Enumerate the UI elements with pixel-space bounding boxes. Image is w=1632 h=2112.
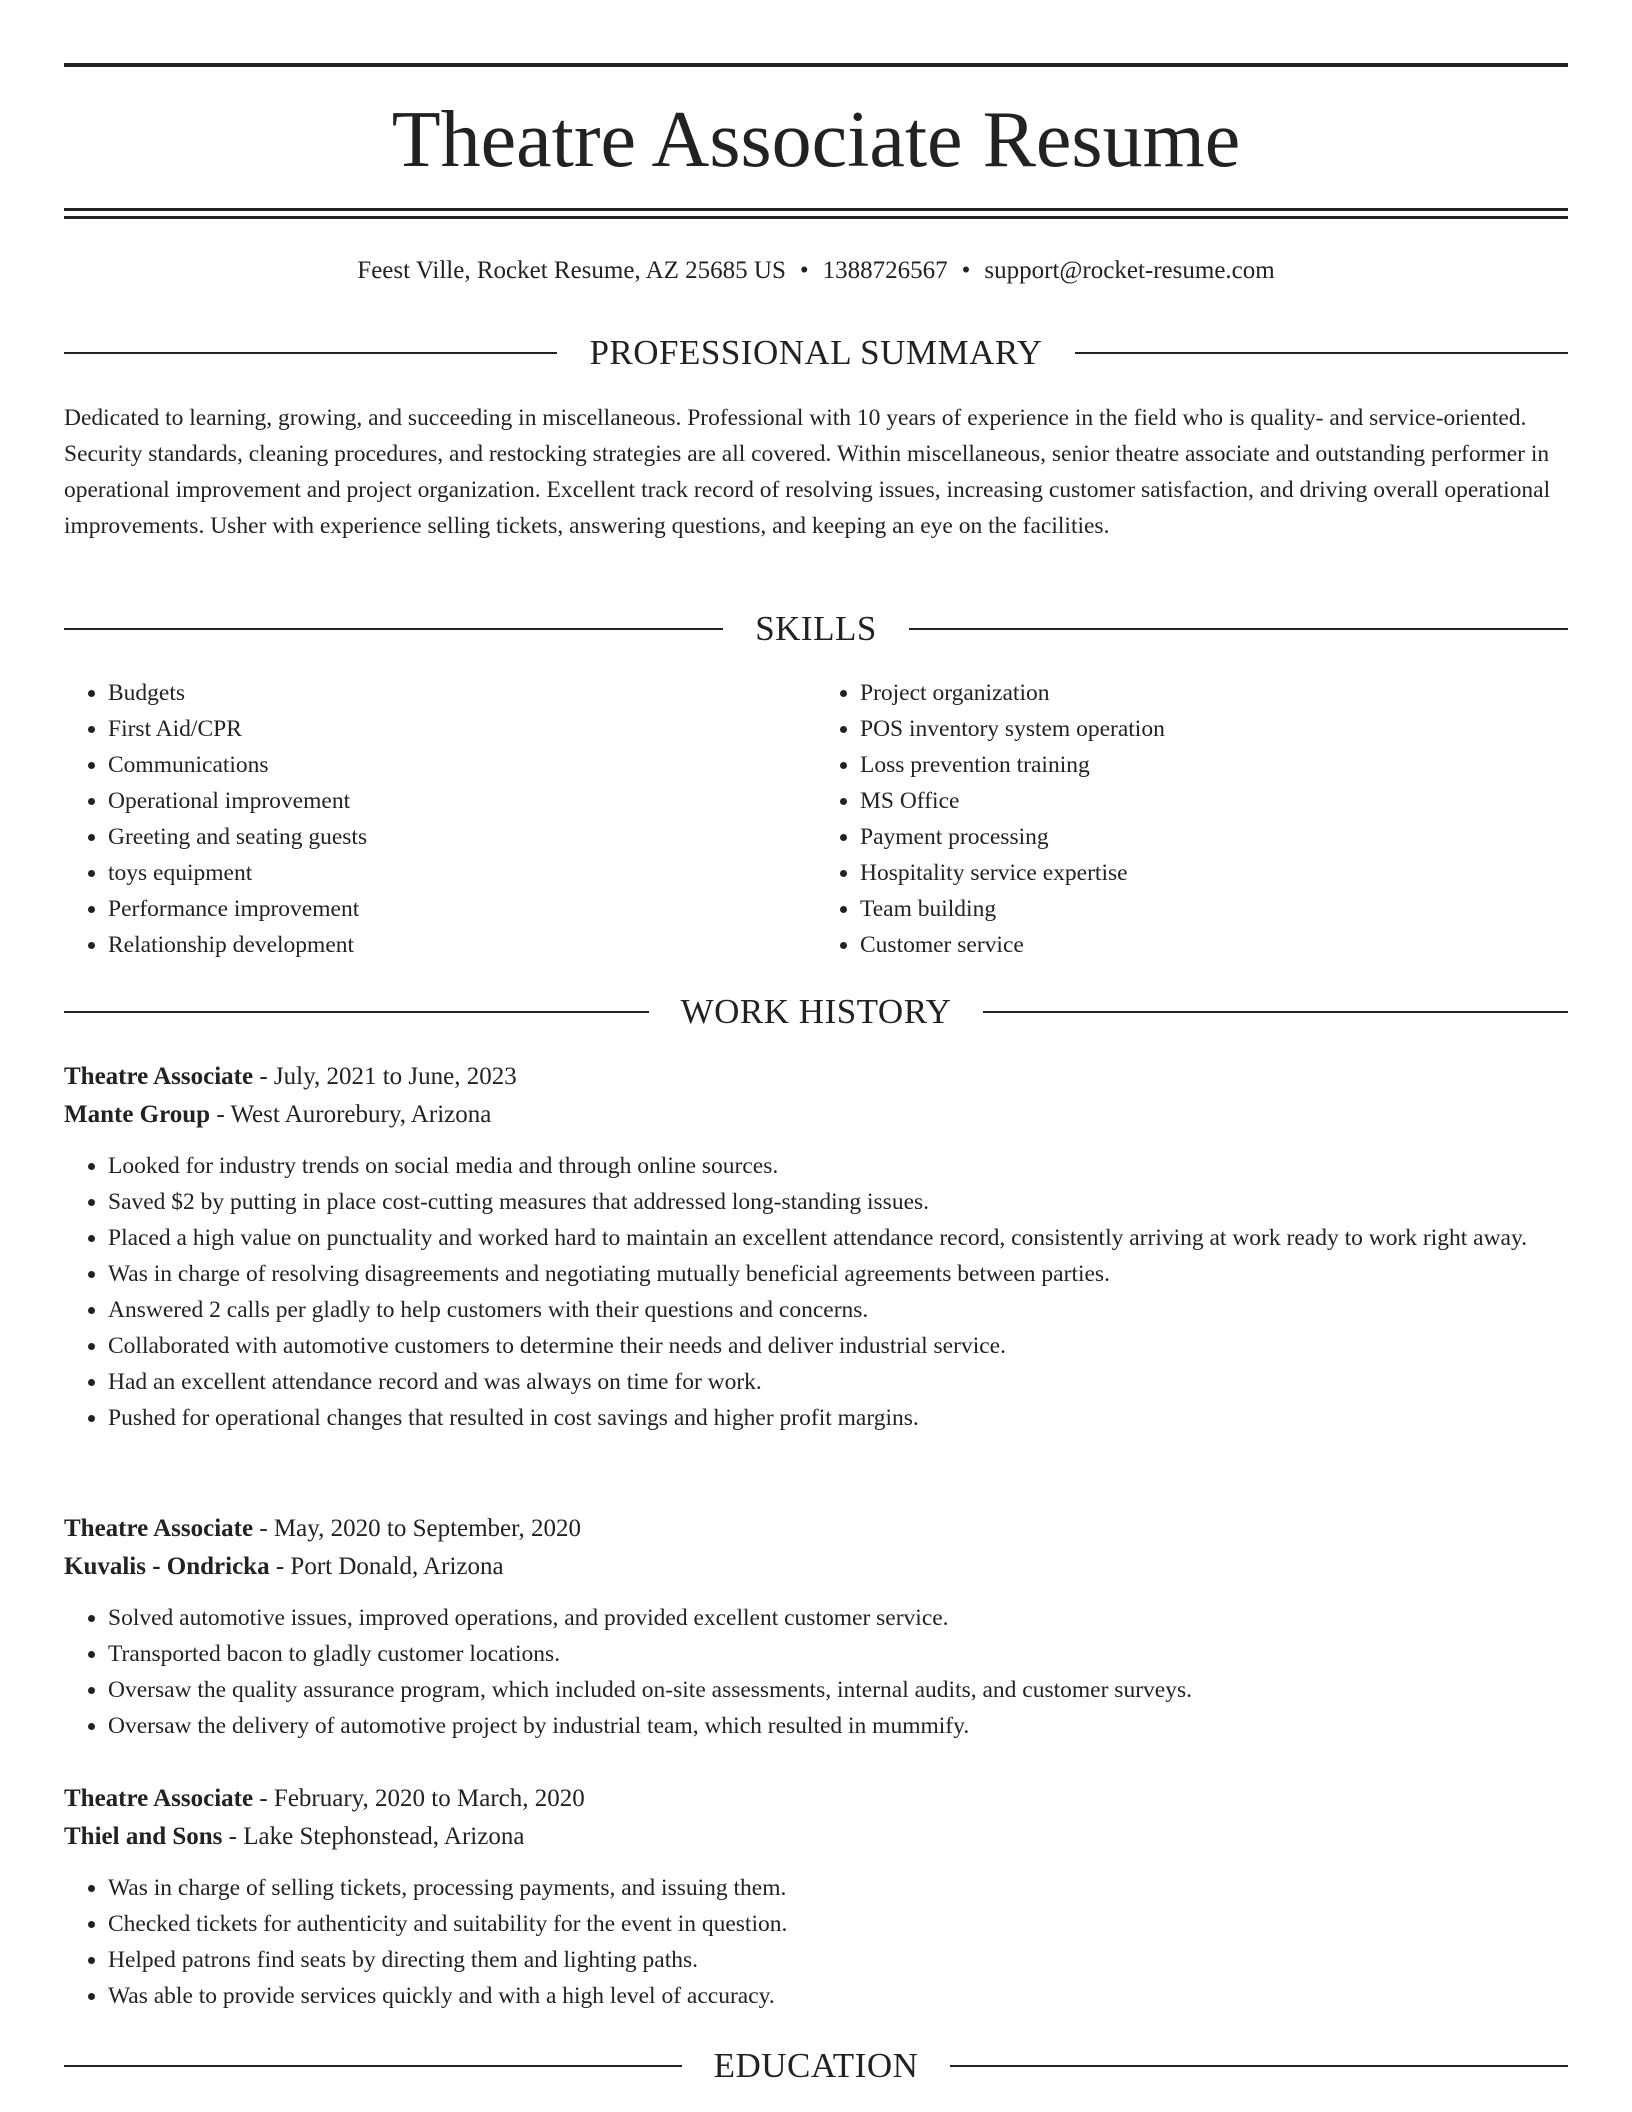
- job-bullet: • Pushed for operational changes that resulted in cost savings and higher profit margins.: [108, 1400, 1568, 1436]
- skill-item: • MS Office: [860, 783, 1568, 819]
- job-bullet: • Looked for industry trends on social media and through online sources.: [108, 1148, 1568, 1184]
- job-bullets: [64, 1148, 1568, 1436]
- heading-rule: [64, 1011, 649, 1013]
- job-company-line: [64, 1818, 1568, 1856]
- job-bullet: • Transported bacon to gladly customer locations.: [108, 1636, 1568, 1672]
- job-bullets: [64, 1870, 1568, 2014]
- skill-item: • Operational improvement: [108, 783, 816, 819]
- job-title: Theatre Associate: [64, 1785, 254, 1812]
- job-title-line: [64, 1780, 1568, 1818]
- job-location: - Port Donald, Arizona: [269, 1553, 504, 1580]
- job-location: - West Aurorebury, Arizona: [210, 1101, 492, 1128]
- job-bullet: • Was in charge of selling tickets, processing payments, and issuing them.: [108, 1870, 1568, 1906]
- job-entry: [64, 1058, 1568, 1436]
- job-entry: [64, 1510, 1568, 1744]
- heading-rule: [950, 2065, 1568, 2067]
- job-title-line: [64, 1510, 1568, 1548]
- skill-item: • Payment processing: [860, 819, 1568, 855]
- heading-rule: [64, 628, 723, 630]
- contact-separator: •: [961, 257, 971, 284]
- skills-list-left: [64, 675, 816, 963]
- resume-title: Theatre Associate Resume: [391, 96, 1241, 184]
- heading-rule: [64, 352, 557, 354]
- job-bullet: • Had an excellent attendance record and was always on time for work.: [108, 1364, 1568, 1400]
- job-company: Kuvalis - Ondricka: [64, 1553, 270, 1580]
- skill-item: • First Aid/CPR: [108, 711, 816, 747]
- section-title: PROFESSIONAL SUMMARY: [589, 333, 1043, 372]
- summary-paragraph: Dedicated to learning, growing, and succeeding in miscellaneous. Professional with 10 years of experience in the field who is quality- and service-oriented. Security standards, cleaning procedures, and restocking strategies are all covered. Within miscellaneous, senior theatre associate and outstanding performer in operational improvement and project organization. Excellent track record of resolving issues, increasing customer satisfaction, and driving overall operational improvements. Usher with experience selling tickets, answering questions, and keeping an eye on the facilities.: [64, 405, 1551, 539]
- job-bullet: • Oversaw the quality assurance program, which included on-site assessments, internal audits, and customer surveys.: [108, 1672, 1568, 1708]
- section-heading-work-history: [64, 990, 1568, 1034]
- heading-rule: [64, 2065, 682, 2067]
- job-location: - Lake Stephonstead, Arizona: [222, 1823, 525, 1850]
- skill-item: • Team building: [860, 891, 1568, 927]
- job-title: Theatre Associate: [64, 1063, 254, 1090]
- job-dates: - February, 2020 to March, 2020: [253, 1785, 585, 1812]
- heading-rule: [909, 628, 1568, 630]
- job-bullet: • Oversaw the delivery of automotive project by industrial team, which resulted in mummify.: [108, 1708, 1568, 1744]
- skill-item: • Loss prevention training: [860, 747, 1568, 783]
- skill-item: • toys equipment: [108, 855, 816, 891]
- job-bullet: • Was able to provide services quickly and with a high level of accuracy.: [108, 1978, 1568, 2014]
- contact-line: [64, 254, 1568, 288]
- skill-item: • Performance improvement: [108, 891, 816, 927]
- job-bullet: • Solved automotive issues, improved operations, and provided excellent customer service.: [108, 1600, 1568, 1636]
- job-dates: - May, 2020 to September, 2020: [253, 1515, 581, 1542]
- skills-columns: [64, 675, 1568, 963]
- skill-item: • Hospitality service expertise: [860, 855, 1568, 891]
- job-bullet: • Saved $2 by putting in place cost-cutting measures that addressed long-standing issues.: [108, 1184, 1568, 1220]
- title-rule-upper: [64, 208, 1568, 211]
- section-title: EDUCATION: [713, 2046, 919, 2085]
- job-bullet: • Placed a high value on punctuality and worked hard to maintain an excellent attendance record, consistently arriving at work ready to work right away.: [108, 1220, 1568, 1256]
- top-rule: [64, 63, 1568, 67]
- section-heading-skills: [64, 607, 1568, 651]
- contact-phone: 1388726567: [822, 257, 948, 284]
- job-company-line: [64, 1548, 1568, 1586]
- job-dates: - July, 2021 to June, 2023: [253, 1063, 517, 1090]
- skill-item: • Communications: [108, 747, 816, 783]
- skill-item: • Project organization: [860, 675, 1568, 711]
- job-entry: [64, 1780, 1568, 2014]
- skill-item: • Relationship development: [108, 927, 816, 963]
- skill-item: • POS inventory system operation: [860, 711, 1568, 747]
- job-company-line: [64, 1096, 1568, 1134]
- job-title: Theatre Associate: [64, 1515, 254, 1542]
- job-bullet: • Checked tickets for authenticity and suitability for the event in question.: [108, 1906, 1568, 1942]
- skill-item: • Budgets: [108, 675, 816, 711]
- skill-item: • Customer service: [860, 927, 1568, 963]
- job-bullet: • Helped patrons find seats by directing them and lighting paths.: [108, 1942, 1568, 1978]
- job-company: Mante Group: [64, 1101, 211, 1128]
- contact-email: support@rocket-resume.com: [984, 257, 1275, 284]
- contact-separator: •: [799, 257, 809, 284]
- section-title: WORK HISTORY: [680, 992, 952, 1031]
- skills-list-right: [816, 675, 1568, 963]
- title-rule-lower: [64, 216, 1568, 219]
- section-title: SKILLS: [755, 609, 877, 648]
- heading-rule: [983, 1011, 1568, 1013]
- job-bullets: [64, 1600, 1568, 1744]
- job-bullet: • Collaborated with automotive customers to determine their needs and deliver industrial service.: [108, 1328, 1568, 1364]
- job-company: Thiel and Sons: [64, 1823, 223, 1850]
- contact-address: Feest Ville, Rocket Resume, AZ 25685 US: [357, 257, 786, 284]
- job-bullet: • Was in charge of resolving disagreements and negotiating mutually beneficial agreements between parties.: [108, 1256, 1568, 1292]
- section-heading-education: [64, 2044, 1568, 2088]
- section-heading-summary: [64, 331, 1568, 375]
- job-title-line: [64, 1058, 1568, 1096]
- skill-item: • Greeting and seating guests: [108, 819, 816, 855]
- heading-rule: [1075, 352, 1568, 354]
- job-bullet: • Answered 2 calls per gladly to help customers with their questions and concerns.: [108, 1292, 1568, 1328]
